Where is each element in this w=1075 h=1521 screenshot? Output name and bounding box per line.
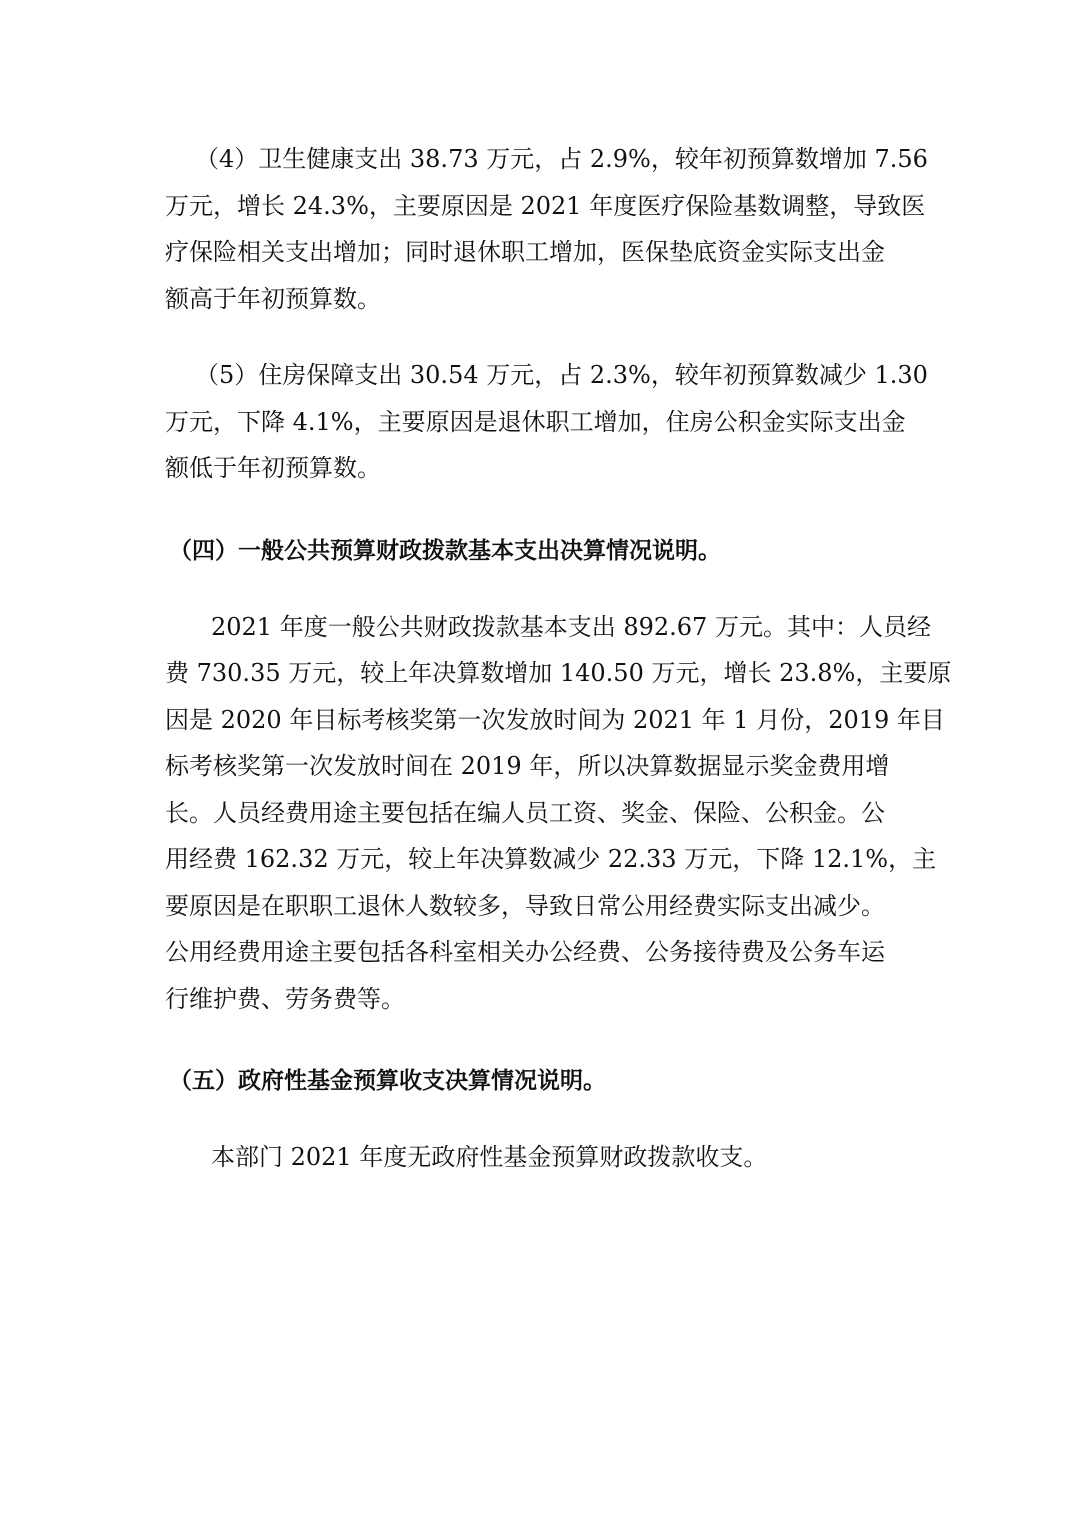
paragraph-spacer: [165, 1022, 915, 1058]
text-line: 万元，下降 4.1%，主要原因是退休职工增加，住房公积金实际支出金: [165, 407, 906, 436]
document-body: [165, 136, 952, 1181]
text-line: 行维护费、劳务费等。: [165, 984, 405, 1013]
text-line: 额低于年初预算数。: [165, 454, 381, 482]
section-heading-basic-expenditure: （四）一般公共预算财政拨款基本支出决算情况说明。: [169, 537, 721, 564]
text-line: 因是 2020 年目标考核奖第一次发放时间为 2021 年 1 月份，2019 年目: [165, 705, 945, 734]
section-heading-government-fund: （五）政府性基金预算收支决算情况说明。: [169, 1068, 606, 1094]
paragraph-spacer: [165, 322, 915, 352]
text-line: 长。人员经费用途主要包括在编人员工资、奖金、保险、公积金。公: [165, 798, 885, 827]
paragraph-spacer: [165, 492, 915, 528]
text-line: 费 730.35 万元，较上年决算数增加 140.50 万元，增长 23.8%，主要原: [165, 659, 952, 687]
paragraph-health-expenditure: [195, 136, 928, 183]
paragraph-health-expenditure-cont: [165, 183, 926, 323]
text-line: 标考核奖第一次发放时间在 2019 年，所以决算数据显示奖金费用增: [165, 752, 890, 780]
text-line: 额高于年初预算数。: [165, 284, 381, 313]
text-line: 疗保险相关支出增加；同时退休职工增加，医保垫底资金实际支出金: [165, 238, 885, 266]
paragraph-basic-expenditure-cont: [165, 650, 952, 1022]
text-line: 用经费 162.32 万元，较上年决算数减少 22.33 万元，下降 12.1%，主: [165, 845, 937, 873]
text-line: 万元，增长 24.3%，主要原因是 2021 年度医疗保险基数调整，导致医: [165, 191, 926, 220]
text-line: 公用经费用途主要包括各科室相关办公经费、公务接待费及公务车运: [165, 938, 885, 966]
paragraph-housing-expenditure-cont: [165, 399, 915, 492]
paragraph-government-fund: [211, 1134, 915, 1181]
text-line: 2021 年度一般公共财政拨款基本支出 892.67 万元。其中：人员经: [211, 612, 931, 641]
paragraph-spacer: [165, 1104, 915, 1134]
paragraph-housing-expenditure: [195, 352, 928, 399]
paragraph-spacer: [165, 574, 915, 604]
text-line: （4）卫生健康支出 38.73 万元，占 2.9%，较年初预算数增加 7.56: [195, 145, 928, 173]
text-line: 本部门 2021 年度无政府性基金预算财政拨款收支。: [211, 1143, 768, 1171]
text-line: 要原因是在职职工退休人数较多，导致日常公用经费实际支出减少。: [165, 891, 885, 920]
text-line: （5）住房保障支出 30.54 万元，占 2.3%，较年初预算数减少 1.30: [195, 361, 928, 389]
paragraph-basic-expenditure: [211, 604, 931, 651]
